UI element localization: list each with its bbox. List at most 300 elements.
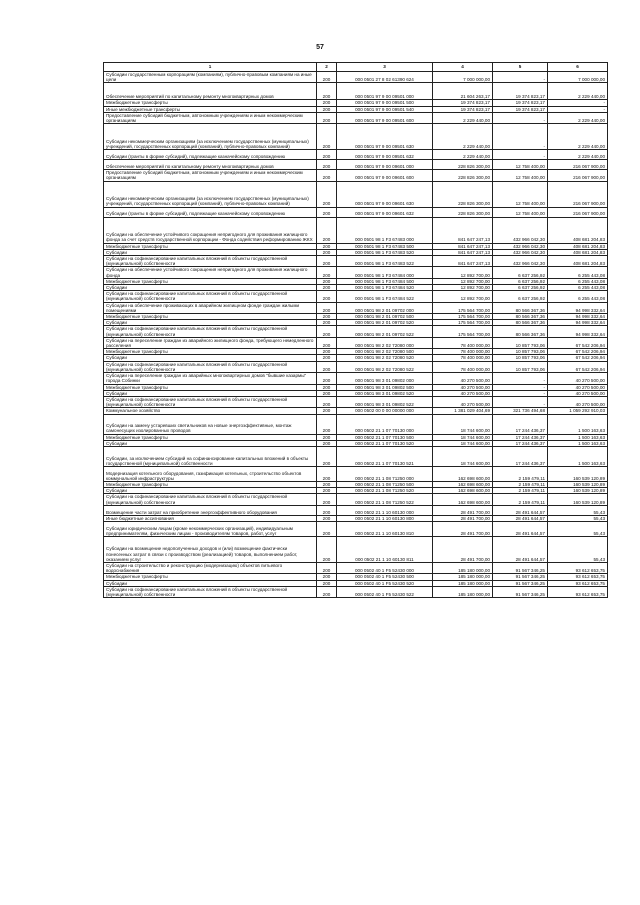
unexecuted-amount: 55,43	[548, 515, 608, 521]
item-name: Субсидии на возмещение недополученных доходов и (или) возмещение фактически понесенных затрат в связи с производством (реализацией) товаров, выполнением работ, оказанием услуг	[104, 536, 317, 562]
line-code: 200	[317, 160, 337, 170]
budget-classification-code: 000 0502 21 1 10 60130 000	[337, 505, 433, 515]
budget-classification-code: 000 0501 97 9 00 09501 630	[337, 124, 433, 150]
item-name: Межбюджетные трансферты	[104, 481, 317, 487]
executed-amount: 19 374 823,17	[493, 100, 548, 106]
unexecuted-amount: 408 681 204,83	[548, 243, 608, 249]
executed-amount: 2 159 479,11	[493, 466, 548, 481]
column-header-2: 2	[317, 63, 337, 72]
budget-classification-code: 000 0501 97 9 00 09501 600	[337, 112, 433, 123]
line-code: 200	[317, 481, 337, 487]
item-name: Субсидии (гранты в форме субсидий), подлежащие казначейскому сопровождению	[104, 150, 317, 160]
line-code: 200	[317, 373, 337, 384]
budget-classification-code: 000 0502 40 1 F5 52430 500	[337, 574, 433, 580]
executed-amount: 28 491 644,57	[493, 515, 548, 521]
table-row	[104, 494, 608, 505]
unexecuted-amount: 1 500 163,63	[548, 440, 608, 446]
approved-amount: 2 229 440,00	[433, 112, 493, 123]
approved-amount: 175 564 700,00	[433, 302, 493, 313]
approved-amount: 228 826 300,00	[433, 170, 493, 181]
approved-amount: 162 698 600,00	[433, 481, 493, 487]
table-row	[104, 217, 608, 243]
line-code: 200	[317, 337, 337, 348]
budget-classification-code: 000 0501 98 2 01 09702 000	[337, 302, 433, 313]
line-code: 200	[317, 83, 337, 100]
unexecuted-amount: 216 067 900,00	[548, 207, 608, 217]
table-row	[104, 124, 608, 150]
item-name: Субсидии	[104, 320, 317, 326]
executed-amount: 12 758 400,00	[493, 170, 548, 181]
unexecuted-amount: 2 229 440,00	[548, 112, 608, 123]
table-row	[104, 207, 608, 217]
table-row	[104, 586, 608, 597]
line-code: 200	[317, 243, 337, 249]
line-code: 200	[317, 124, 337, 150]
executed-amount: 17 244 436,37	[493, 440, 548, 446]
table-row	[104, 446, 608, 466]
item-name: Межбюджетные трансферты	[104, 100, 317, 106]
item-name: Субсидии на переселение граждан из аварийного жилищного фонда, требующего немедленного расселения	[104, 337, 317, 348]
approved-amount: 78 400 000,00	[433, 361, 493, 372]
approved-amount: 12 892 700,00	[433, 267, 493, 278]
executed-amount: -	[493, 373, 548, 384]
budget-classification-code: 000 0501 98 1 F3 67483 500	[337, 243, 433, 249]
budget-classification-code: 000 0502 40 1 F5 52430 520	[337, 580, 433, 586]
line-code: 200	[317, 408, 337, 414]
unexecuted-amount: 55,43	[548, 521, 608, 536]
line-code: 200	[317, 181, 337, 207]
approved-amount: 841 647 247,13	[433, 217, 493, 243]
budget-classification-code: 000 0502 21 1 08 71250 000	[337, 466, 433, 481]
approved-amount: 1 381 029 404,69	[433, 408, 493, 414]
approved-amount: 28 491 700,00	[433, 505, 493, 515]
approved-amount: 40 270 500,00	[433, 396, 493, 407]
unexecuted-amount: 216 067 900,00	[548, 181, 608, 207]
item-name: Межбюджетные трансферты	[104, 574, 317, 580]
table-row	[104, 150, 608, 160]
line-code: 200	[317, 446, 337, 466]
item-name: Субсидии	[104, 355, 317, 361]
line-code: 200	[317, 536, 337, 562]
executed-amount: -	[493, 396, 548, 407]
budget-classification-code: 000 0502 40 1 F5 52430 522	[337, 586, 433, 597]
table-row	[104, 160, 608, 170]
budget-classification-code: 000 0501 98 3 01 09802 500	[337, 384, 433, 390]
executed-amount: -	[493, 72, 548, 83]
item-name: Субсидии	[104, 488, 317, 494]
table-row	[104, 337, 608, 348]
item-name: Субсидии на софинансирование капитальных вложений в объекты государственной (муниципальной) собственности	[104, 586, 317, 597]
approved-amount: 185 180 000,00	[433, 562, 493, 573]
column-header-3: 3	[337, 63, 433, 72]
item-name: Субсидии на софинансирование капитальных вложений в объекты государственной (муниципальной) собственности	[104, 326, 317, 337]
line-code: 200	[317, 302, 337, 313]
line-code: 200	[317, 586, 337, 597]
unexecuted-amount: 216 067 900,00	[548, 160, 608, 170]
budget-classification-code: 000 0502 21 1 07 70130 500	[337, 434, 433, 440]
line-code: 200	[317, 72, 337, 83]
budget-classification-code: 000 0502 21 1 10 60130 810	[337, 521, 433, 536]
approved-amount: 40 270 500,00	[433, 390, 493, 396]
unexecuted-amount: 2 229 440,00	[548, 124, 608, 150]
unexecuted-amount: 67 542 206,94	[548, 355, 608, 361]
approved-amount: 162 698 600,00	[433, 494, 493, 505]
approved-amount: 78 400 000,00	[433, 355, 493, 361]
item-name: Обеспечение мероприятий по капитальному ремонту многоквартирных домов	[104, 160, 317, 170]
budget-classification-code: 000 0502 21 1 10 60130 800	[337, 515, 433, 521]
approved-amount: 21 604 263,17	[433, 83, 493, 100]
approved-amount: 175 564 700,00	[433, 320, 493, 326]
budget-classification-code: 000 0501 98 3 01 09802 520	[337, 390, 433, 396]
approved-amount: 28 491 700,00	[433, 521, 493, 536]
unexecuted-amount: 160 539 120,89	[548, 466, 608, 481]
column-header-5: 5	[493, 63, 548, 72]
table-body	[104, 72, 608, 598]
unexecuted-amount: 1 059 292 910,03	[548, 408, 608, 414]
table-row	[104, 466, 608, 481]
item-name: Субсидии	[104, 285, 317, 291]
executed-amount: 17 244 436,37	[493, 434, 548, 440]
unexecuted-amount: 94 998 332,64	[548, 320, 608, 326]
item-name: Межбюджетные трансферты	[104, 349, 317, 355]
unexecuted-amount: 6 255 443,08	[548, 278, 608, 284]
table-row	[104, 562, 608, 573]
approved-amount: 40 270 500,00	[433, 373, 493, 384]
item-name: Межбюджетные трансферты	[104, 243, 317, 249]
item-name: Межбюджетные трансферты	[104, 314, 317, 320]
unexecuted-amount: 93 612 653,75	[548, 580, 608, 586]
budget-classification-code: 000 0501 98 2 01 09702 520	[337, 320, 433, 326]
approved-amount: 28 491 700,00	[433, 536, 493, 562]
approved-amount: 228 826 300,00	[433, 207, 493, 217]
unexecuted-amount: 55,43	[548, 505, 608, 515]
unexecuted-amount: 408 681 204,83	[548, 256, 608, 267]
executed-amount: -	[493, 384, 548, 390]
approved-amount: 78 400 000,00	[433, 349, 493, 355]
approved-amount: 19 374 823,17	[433, 106, 493, 112]
unexecuted-amount: 67 542 206,94	[548, 349, 608, 355]
table-row	[104, 373, 608, 384]
table-row	[104, 72, 608, 83]
line-code: 200	[317, 466, 337, 481]
executed-amount: 17 244 436,37	[493, 446, 548, 466]
approved-amount: 841 647 247,13	[433, 256, 493, 267]
approved-amount: 40 270 500,00	[433, 384, 493, 390]
table-header-row	[104, 63, 608, 72]
line-code: 200	[317, 384, 337, 390]
item-name: Коммунальное хозяйство	[104, 408, 317, 414]
budget-classification-code: 000 0501 97 9 00 09601 000	[337, 160, 433, 170]
budget-classification-code: 000 0501 98 2 01 09702 522	[337, 326, 433, 337]
table-row	[104, 536, 608, 562]
budget-classification-code: 000 0501 97 9 00 09501 632	[337, 150, 433, 160]
item-name: Субсидии, за исключением субсидий на софинансирование капитальных вложений в объекты государственной (муниципальной) собственности	[104, 446, 317, 466]
executed-amount: 19 374 823,17	[493, 83, 548, 100]
executed-amount: 10 857 793,06	[493, 337, 548, 348]
line-code: 200	[317, 574, 337, 580]
table-row	[104, 521, 608, 536]
executed-amount: 12 758 400,00	[493, 181, 548, 207]
unexecuted-amount: 67 542 206,94	[548, 361, 608, 372]
table-row	[104, 181, 608, 207]
budget-classification-code: 000 0501 98 1 F3 67484 500	[337, 278, 433, 284]
executed-amount: 17 244 436,37	[493, 414, 548, 434]
item-name: Иные бюджетные ассигнования	[104, 515, 317, 521]
executed-amount: 28 491 644,57	[493, 536, 548, 562]
unexecuted-amount: 94 998 332,64	[548, 314, 608, 320]
unexecuted-amount: 55,43	[548, 536, 608, 562]
approved-amount: 185 180 000,00	[433, 574, 493, 580]
approved-amount: 18 744 600,00	[433, 440, 493, 446]
executed-amount: 10 857 793,06	[493, 355, 548, 361]
executed-amount: 10 857 793,06	[493, 361, 548, 372]
unexecuted-amount: 93 612 653,75	[548, 574, 608, 580]
approved-amount: 18 744 600,00	[433, 414, 493, 434]
budget-classification-code: 000 0501 97 9 00 09501 500	[337, 100, 433, 106]
table-row	[104, 302, 608, 313]
item-name: Субсидии	[104, 390, 317, 396]
unexecuted-amount: 7 000 000,00	[548, 72, 608, 83]
item-name: Предоставление субсидий бюджетным, автономным учреждениям и иным некоммерческим организациям	[104, 112, 317, 123]
budget-classification-code: 000 0502 40 1 F5 52430 000	[337, 562, 433, 573]
budget-classification-code: 000 0501 98 2 01 09702 500	[337, 314, 433, 320]
approved-amount: 12 892 700,00	[433, 285, 493, 291]
executed-amount: 6 637 256,92	[493, 267, 548, 278]
line-code: 200	[317, 396, 337, 407]
budget-classification-code: 000 0501 27 8 02 61390 624	[337, 72, 433, 83]
item-name: Субсидии на обеспечение проживающих в аварийном жилищном фонде граждан жилыми помещениями	[104, 302, 317, 313]
executed-amount: 91 567 346,25	[493, 574, 548, 580]
budget-classification-code: 000 0501 98 3 01 09802 522	[337, 396, 433, 407]
line-code: 200	[317, 217, 337, 243]
item-name: Субсидии	[104, 249, 317, 255]
item-name: Субсидии на обеспечение устойчивого сокращения непригодного для проживания жилищного фонда за счет средств государственной корпорации - Фонда содействия реформированию ЖКХ	[104, 217, 317, 243]
executed-amount: 19 374 823,17	[493, 106, 548, 112]
approved-amount: 78 400 000,00	[433, 337, 493, 348]
item-name: Субсидии на софинансирование капитальных вложений в объекты государственной (муниципальной) собственности	[104, 256, 317, 267]
budget-classification-code: 000 0501 98 1 F3 67484 522	[337, 291, 433, 302]
budget-classification-code: 000 0501 98 1 F3 67483 000	[337, 217, 433, 243]
column-header-1: 1	[104, 63, 317, 72]
executed-amount: 10 857 793,06	[493, 349, 548, 355]
item-name: Обеспечение мероприятий по капитальному ремонту многоквартирных домов	[104, 83, 317, 100]
unexecuted-amount: 94 998 332,64	[548, 302, 608, 313]
line-code: 200	[317, 326, 337, 337]
approved-amount: 18 744 600,00	[433, 434, 493, 440]
executed-amount: 28 491 644,57	[493, 505, 548, 515]
executed-amount: 2 159 479,11	[493, 494, 548, 505]
line-code: 200	[317, 100, 337, 106]
unexecuted-amount: 40 270 500,00	[548, 396, 608, 407]
approved-amount: 19 374 823,17	[433, 100, 493, 106]
column-header-4: 4	[433, 63, 493, 72]
table-row	[104, 267, 608, 278]
executed-amount: 91 567 346,25	[493, 580, 548, 586]
budget-classification-code: 000 0502 21 1 07 70130 520	[337, 440, 433, 446]
executed-amount: 432 966 042,30	[493, 256, 548, 267]
executed-amount: 80 566 367,36	[493, 326, 548, 337]
column-header-6: 6	[548, 63, 608, 72]
item-name: Субсидии государственным корпорациям (компаниям), публично-правовым компаниям на иные цели	[104, 72, 317, 83]
item-name: Субсидии на обеспечение устойчивого сокращения непригодного для проживания жилищного фонда	[104, 267, 317, 278]
table-row	[104, 361, 608, 372]
unexecuted-amount: 216 067 900,00	[548, 170, 608, 181]
budget-classification-code: 000 0502 21 1 07 70130 521	[337, 446, 433, 466]
line-code: 200	[317, 150, 337, 160]
table-row	[104, 326, 608, 337]
unexecuted-amount: 40 270 500,00	[548, 384, 608, 390]
item-name: Субсидии	[104, 580, 317, 586]
line-code: 200	[317, 249, 337, 255]
item-name: Предоставление субсидий бюджетным, автономным учреждениям и иным некоммерческим организациям	[104, 170, 317, 181]
item-name: Субсидии на переселение граждан из аварийных многоквартирных домов "бывшие казармы" города Собинки	[104, 373, 317, 384]
unexecuted-amount: -	[548, 100, 608, 106]
executed-amount: 91 567 346,25	[493, 586, 548, 597]
executed-amount: 6 637 256,92	[493, 278, 548, 284]
unexecuted-amount: 408 681 204,83	[548, 249, 608, 255]
line-code: 200	[317, 390, 337, 396]
executed-amount: 91 567 346,25	[493, 562, 548, 573]
line-code: 200	[317, 414, 337, 434]
executed-amount: 6 637 256,92	[493, 291, 548, 302]
line-code: 200	[317, 494, 337, 505]
executed-amount: 80 566 367,36	[493, 302, 548, 313]
approved-amount: 175 564 700,00	[433, 314, 493, 320]
unexecuted-amount: 6 255 443,08	[548, 285, 608, 291]
executed-amount: 80 566 367,36	[493, 314, 548, 320]
table-row	[104, 256, 608, 267]
executed-amount: -	[493, 150, 548, 160]
budget-classification-code: 000 0501 97 9 00 09601 632	[337, 207, 433, 217]
line-code: 200	[317, 521, 337, 536]
line-code: 200	[317, 488, 337, 494]
item-name: Межбюджетные трансферты	[104, 384, 317, 390]
line-code: 200	[317, 320, 337, 326]
item-name: Субсидии на софинансирование капитальных вложений в объекты государственной (муниципальной) собственности	[104, 396, 317, 407]
executed-amount: 12 758 400,00	[493, 207, 548, 217]
table-row	[104, 291, 608, 302]
approved-amount: 28 491 700,00	[433, 515, 493, 521]
budget-classification-code: 000 0501 98 1 F3 67484 520	[337, 285, 433, 291]
unexecuted-amount: 94 998 332,64	[548, 326, 608, 337]
line-code: 200	[317, 361, 337, 372]
unexecuted-amount: 160 539 120,89	[548, 494, 608, 505]
item-name: Субсидии на софинансирование капитальных вложений в объекты государственной (муниципальной) собственности	[104, 291, 317, 302]
budget-classification-code: 000 0501 97 9 00 09501 000	[337, 83, 433, 100]
approved-amount: 185 180 000,00	[433, 580, 493, 586]
line-code: 200	[317, 278, 337, 284]
budget-classification-code: 000 0501 98 3 01 09802 000	[337, 373, 433, 384]
budget-classification-code: 000 0501 97 9 00 09601 600	[337, 170, 433, 181]
approved-amount: 841 647 247,13	[433, 249, 493, 255]
budget-classification-code: 000 0501 98 2 02 72080 520	[337, 355, 433, 361]
executed-amount: 6 637 256,92	[493, 285, 548, 291]
item-name: Субсидии на софинансирование капитальных вложений в объекты государственной (муниципальной) собственности	[104, 494, 317, 505]
approved-amount: 841 647 247,13	[433, 243, 493, 249]
unexecuted-amount: 160 539 120,89	[548, 488, 608, 494]
budget-classification-code: 000 0502 21 1 08 71250 522	[337, 494, 433, 505]
approved-amount: 18 744 600,00	[433, 446, 493, 466]
unexecuted-amount: 67 542 206,94	[548, 337, 608, 348]
unexecuted-amount: 2 229 440,00	[548, 150, 608, 160]
line-code: 200	[317, 349, 337, 355]
unexecuted-amount: 160 539 120,89	[548, 481, 608, 487]
executed-amount: -	[493, 124, 548, 150]
budget-classification-code: 000 0502 21 1 08 71250 500	[337, 481, 433, 487]
line-code: 200	[317, 434, 337, 440]
budget-classification-code: 000 0502 00 0 00 00000 000	[337, 408, 433, 414]
table-row	[104, 170, 608, 181]
budget-classification-code: 000 0501 98 1 F3 67484 000	[337, 267, 433, 278]
unexecuted-amount: 6 255 443,08	[548, 291, 608, 302]
item-name: Субсидии на софинансирование капитальных вложений в объекты государственной (муниципальной) собственности	[104, 361, 317, 372]
executed-amount: 28 491 644,57	[493, 521, 548, 536]
unexecuted-amount: 1 500 163,63	[548, 414, 608, 434]
item-name: Модернизация котельного оборудования, газификация котельных, строительство объектов коммунальной инфраструктуры	[104, 466, 317, 481]
table-row	[104, 396, 608, 407]
budget-classification-code: 000 0501 97 9 00 09601 630	[337, 181, 433, 207]
budget-classification-code: 000 0501 98 1 F3 67483 520	[337, 249, 433, 255]
executed-amount: 2 159 479,11	[493, 481, 548, 487]
line-code: 200	[317, 267, 337, 278]
approved-amount: 185 180 000,00	[433, 586, 493, 597]
line-code: 200	[317, 562, 337, 573]
line-code: 200	[317, 106, 337, 112]
approved-amount: 162 698 600,00	[433, 488, 493, 494]
unexecuted-amount: 408 681 204,83	[548, 217, 608, 243]
executed-amount: 432 966 042,30	[493, 243, 548, 249]
unexecuted-amount: 40 270 500,00	[548, 373, 608, 384]
line-code: 200	[317, 440, 337, 446]
executed-amount: 2 159 479,11	[493, 488, 548, 494]
budget-classification-code: 000 0501 98 2 02 72080 522	[337, 361, 433, 372]
line-code: 200	[317, 285, 337, 291]
budget-execution-table	[103, 62, 608, 598]
line-code: 200	[317, 580, 337, 586]
unexecuted-amount: 2 229 440,00	[548, 83, 608, 100]
item-name: Межбюджетные трансферты	[104, 434, 317, 440]
executed-amount: -	[493, 390, 548, 396]
item-name: Возмещение части затрат на приобретение энергоэффективного оборудования	[104, 505, 317, 515]
unexecuted-amount: 93 612 653,75	[548, 562, 608, 573]
approved-amount: 2 229 440,00	[433, 124, 493, 150]
line-code: 200	[317, 355, 337, 361]
approved-amount: 2 229 440,00	[433, 150, 493, 160]
item-name: Субсидии (гранты в форме субсидий), подлежащие казначейскому сопровождению	[104, 207, 317, 217]
unexecuted-amount: -	[548, 106, 608, 112]
page-number: 57	[316, 44, 324, 51]
item-name: Иные межбюджетные трансферты	[104, 106, 317, 112]
approved-amount: 12 892 700,00	[433, 291, 493, 302]
budget-classification-code: 000 0501 98 2 02 72080 500	[337, 349, 433, 355]
approved-amount: 228 826 300,00	[433, 181, 493, 207]
approved-amount: 162 698 600,00	[433, 466, 493, 481]
item-name: Субсидии на замену устаревших светильников на новые энергоэффективные, монтаж самонесущих изолированных проводов	[104, 414, 317, 434]
unexecuted-amount: 1 500 163,63	[548, 434, 608, 440]
approved-amount: 12 892 700,00	[433, 278, 493, 284]
item-name: Субсидии на строительство и реконструкцию (модернизацию) объектов питьевого водоснабжения	[104, 562, 317, 573]
line-code: 200	[317, 515, 337, 521]
executed-amount: 80 566 367,36	[493, 320, 548, 326]
approved-amount: 228 826 300,00	[433, 160, 493, 170]
line-code: 200	[317, 207, 337, 217]
budget-classification-code: 000 0501 97 9 00 09501 540	[337, 106, 433, 112]
item-name: Субсидии юридическим лицам (кроме некоммерческих организаций), индивидуальным предпринимателям, физическим лицам - производителям товаров, работ, услуг	[104, 521, 317, 536]
item-name: Субсидии некоммерческим организациям (за исключением государственных (муниципальных) учреждений, государственных корпораций (компаний), публично-правовых компаний)	[104, 181, 317, 207]
approved-amount: 175 564 700,00	[433, 326, 493, 337]
budget-classification-code: 000 0502 21 1 08 71250 520	[337, 488, 433, 494]
unexecuted-amount: 1 500 163,63	[548, 446, 608, 466]
